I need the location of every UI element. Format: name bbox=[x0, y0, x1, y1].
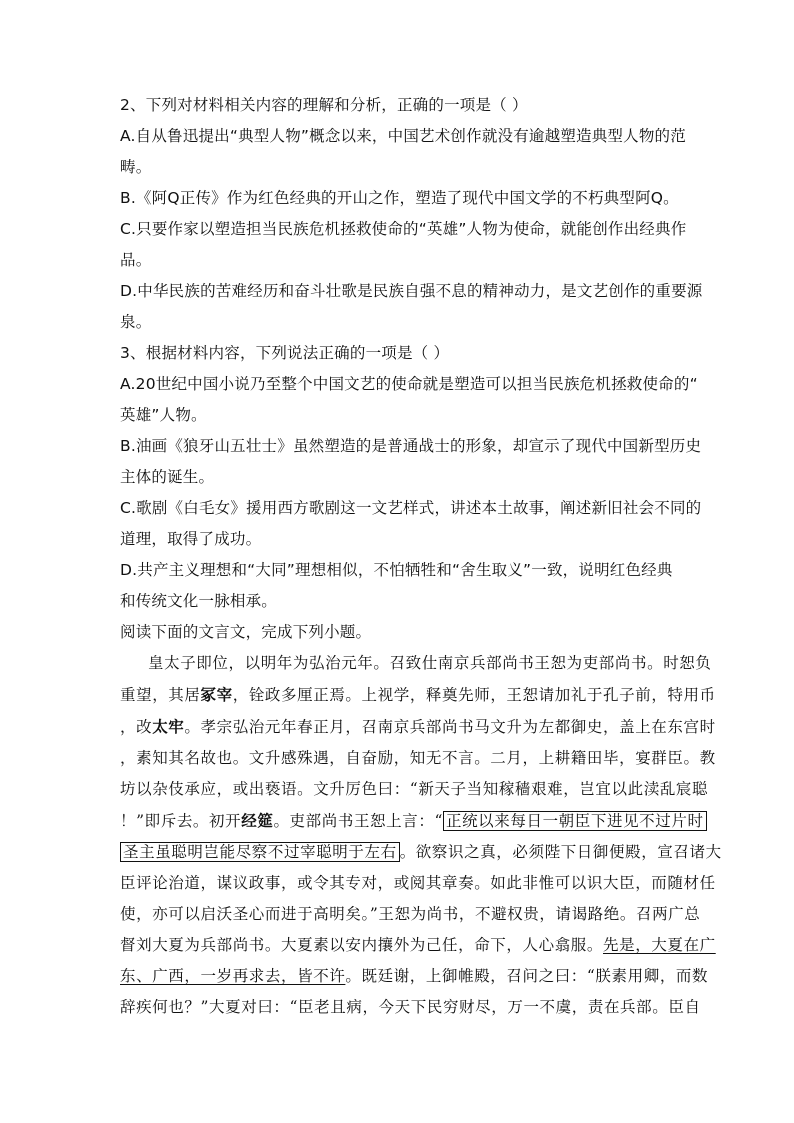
question-2-option-b-line-1: B.《阿Q正传》作为红色经典的开山之作，塑造了现代中国文学的不朽典型阿Q。 bbox=[120, 189, 679, 207]
passage-line-2 bbox=[120, 679, 716, 711]
passage-text: 督刘大夏为兵部尚书。大夏素以安内攘外为己任，命下，人心翕服。 bbox=[120, 936, 604, 954]
emphasized-term: 经筵 bbox=[241, 811, 274, 830]
passage-line-6 bbox=[120, 805, 704, 837]
page-content bbox=[120, 90, 722, 1023]
passage-line-8: 臣评论治道，谋议政事，或令其专对，或阅其章奏。如此非惟可以识大臣，而随材任 bbox=[120, 874, 716, 892]
punctuation-box: 圣主虽聪明岂能尽察不过宰聪明于左右 bbox=[120, 842, 400, 862]
question-2-stem: 2、下列对材料相关内容的理解和分析，正确的一项是（ ） bbox=[120, 96, 528, 114]
passage-line-3 bbox=[120, 711, 716, 743]
question-3 bbox=[120, 338, 700, 617]
question-3-option-b-line-2: 主体的诞生。 bbox=[120, 468, 215, 486]
passage-text: 。孝宗弘治元年春正月，召南京兵部尚书马文升为左都御史，盖上在东宫时 bbox=[184, 718, 716, 736]
question-3-stem: 3、根据材料内容，下列说法正确的一项是（ ） bbox=[120, 344, 450, 362]
question-2-option-d-line-2: 泉。 bbox=[120, 313, 152, 331]
passage-line-11 bbox=[120, 961, 709, 992]
question-3-option-c-line-1: C.歌剧《白毛女》援用西方歌剧这一文艺样式，讲述本土故事，阐述新旧社会不同的 bbox=[120, 499, 702, 517]
question-3-option-b-line-1: B.油画《狼牙山五壮士》虽然塑造的是普通战士的形象，却宣示了现代中国新型历史 bbox=[120, 437, 702, 455]
question-2-option-a-line-2: 畴。 bbox=[120, 158, 152, 176]
question-2-option-c-line-1: C.只要作家以塑造担当民族危机拯救使命的“英雄”人物为使命，就能创作出经典作 bbox=[120, 220, 687, 238]
question-3-option-a-line-1: A.20世纪中国小说乃至整个中国文艺的使命就是塑造可以担当民族危机拯救使命的“ bbox=[120, 375, 698, 393]
passage-line-5: 坊以杂伎承应，或出亵语。文升厉色曰：“新天子当知稼穑艰难，岂宜以此渎乱宸聪 bbox=[120, 780, 709, 798]
question-3-option-d-line-1: D.共产主义理想和“大同”理想相似，不怕牺牲和“舍生取义”一致，说明红色经典 bbox=[120, 561, 673, 579]
passage-text: ，改 bbox=[120, 718, 153, 736]
question-2-option-c-line-2: 品。 bbox=[120, 251, 152, 269]
emphasized-term: 冢宰 bbox=[200, 685, 233, 704]
passage-line-4: ，素知其名故也。文升感殊遇，自奋励，知无不言。二月，上耕籍田毕，宴群臣。教 bbox=[120, 749, 716, 767]
passage-text: 。既廷谢，上御帷殿，召问之曰：“朕素用卿，而数 bbox=[345, 967, 709, 985]
underlined-sentence: 先是，大夏在广 bbox=[603, 936, 716, 954]
question-3-option-c-line-2: 道理，取得了成功。 bbox=[120, 530, 262, 548]
passage-line-9: 使，亦可以启沃圣心而进于高明矣。”王恕为尚书，不避权贵，请谒路绝。召两广总 bbox=[120, 905, 701, 923]
passage-text: ！”即斥去。初开 bbox=[120, 812, 242, 830]
passage-text: ，铨政多厘正焉。上视学，释奠先师，王恕请加礼于孔子前，特用币 bbox=[232, 686, 716, 704]
question-2 bbox=[120, 90, 703, 338]
underlined-sentence: 东、广西，一岁再求去，皆不许 bbox=[120, 967, 346, 985]
emphasized-term: 太牢 bbox=[152, 717, 185, 736]
question-2-option-a-line-1: A.自从鲁迅提出“典型人物”概念以来，中国艺术创作就没有逾越塑造典型人物的范 bbox=[120, 127, 686, 145]
passage-text: 。吏部尚书王恕上言：“ bbox=[273, 812, 443, 830]
passage-line-7 bbox=[120, 837, 722, 868]
question-3-option-a-line-2: 英雄”人物。 bbox=[120, 406, 207, 424]
reading-intro: 阅读下面的文言文，完成下列小题。 bbox=[120, 623, 372, 641]
punctuation-box: 正统以来每日一朝臣下进见不过片时 bbox=[443, 811, 707, 831]
passage-text: 重望，其居 bbox=[120, 686, 201, 704]
question-2-option-d-line-1: D.中华民族的苦难经历和奋斗壮歌是民族自强不息的精神动力，是文艺创作的重要源 bbox=[120, 282, 703, 300]
classical-passage bbox=[120, 648, 722, 1023]
passage-line-1: 皇太子即位，以明年为弘治元年。召致仕南京兵部尚书王恕为吏部尚书。时恕负 bbox=[148, 654, 712, 672]
question-3-option-d-line-2: 和传统文化一脉相承。 bbox=[120, 592, 278, 610]
passage-text: 。欲察识之真，必须陛下日御便殿，宣召诸大 bbox=[399, 843, 722, 861]
passage-line-12: 辞疾何也？”大夏对曰：“臣老且病，今天下民穷财尽，万一不虞，责在兵部。臣自 bbox=[120, 998, 701, 1016]
passage-line-10 bbox=[120, 930, 716, 961]
